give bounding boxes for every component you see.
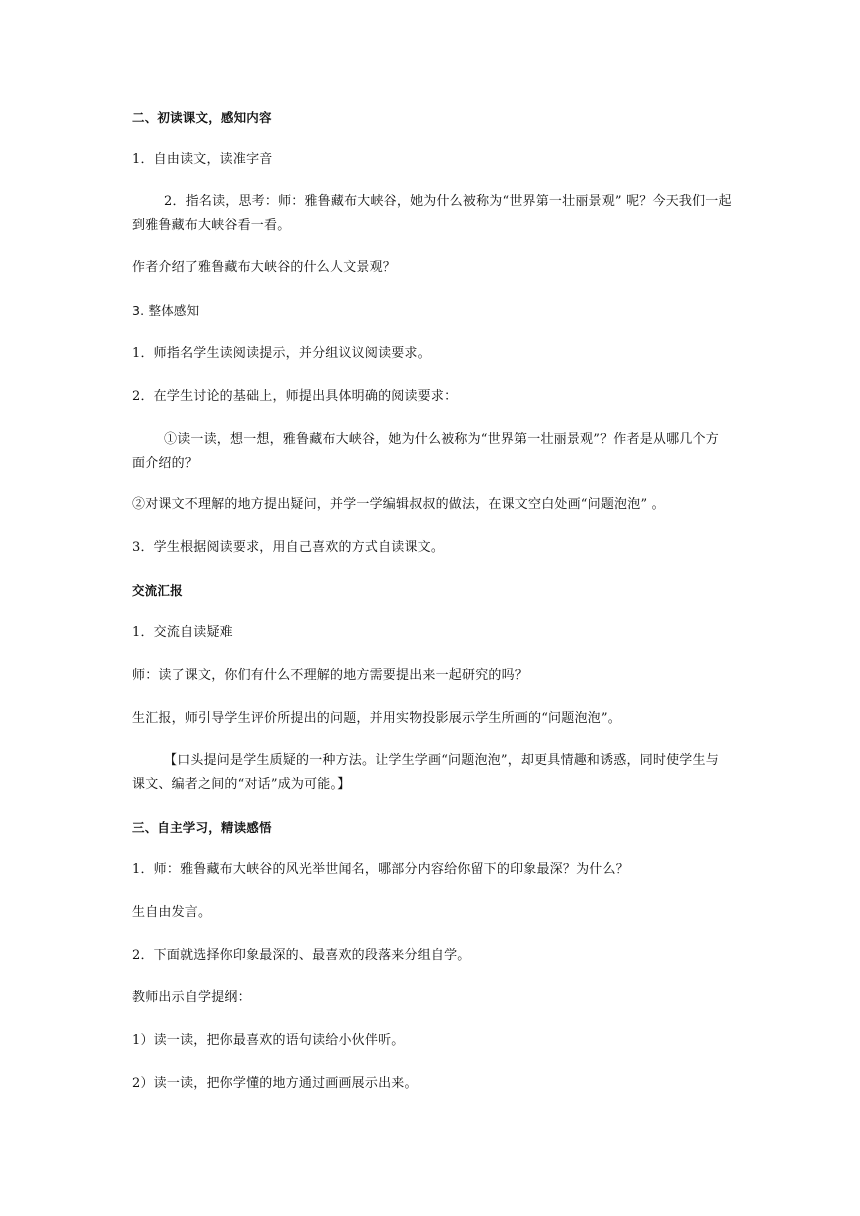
paragraph: ②对课文不理解的地方提出疑问，并学一学编辑叔叔的做法，在课文空白处画“问题泡泡” 。 xyxy=(132,497,665,512)
paragraph: 师：读了课文，你们有什么不理解的地方需要提出来一起研究的吗？ xyxy=(132,668,529,683)
paragraph: 1．自由读文，读准字音 xyxy=(132,152,273,167)
section-heading-report: 交流汇报 xyxy=(132,583,183,598)
paragraph: 2．下面就选择你印象最深的、最喜欢的段落来分组自学。 xyxy=(132,948,471,963)
paragraph: 1）读一读，把你最喜欢的语句读给小伙伴听。 xyxy=(132,1033,405,1048)
paragraph: 生自由发言。 xyxy=(132,905,212,920)
section-heading-2: 二、初读课文，感知内容 xyxy=(132,110,272,125)
paragraph: 作者介绍了雅鲁藏布大峡谷的什么人文景观？ xyxy=(132,260,397,275)
paragraph: 2．在学生讨论的基础上，师提出具体明确的阅读要求： xyxy=(132,389,458,404)
paragraph: 3．学生根据阅读要求，用自己喜欢的方式自读课文。 xyxy=(132,540,445,555)
paragraph: 3. 整体感知 xyxy=(132,303,200,318)
paragraph: 2．指名读，思考：师：雅鲁藏布大峡谷，她为什么被称为“世界第一壮丽景观” 呢？今天我们一起到雅鲁藏布大峡谷看一看。 xyxy=(132,194,732,233)
paragraph: 1．交流自读疑难 xyxy=(132,625,233,640)
paragraph: 生汇报，师引导学生评价所提出的问题，并用实物投影展示学生所画的“问题泡泡”。 xyxy=(132,711,621,726)
paragraph: 1．师：雅鲁藏布大峡谷的风光举世闻名，哪部分内容给你留下的印象最深？为什么？ xyxy=(132,862,629,877)
paragraph: ①读一读，想一想，雅鲁藏布大峡谷，她为什么被称为“世界第一壮丽景观”？作者是从哪几个方面介绍的？ xyxy=(132,432,719,471)
paragraph: 1．师指名学生读阅读提示，并分组议议阅读要求。 xyxy=(132,346,431,361)
paragraph: 【口头提问是学生质疑的一种方法。让学生学画“问题泡泡”，却更具情趣和诱惑，同时使学生与课文、编者之间的“对话”成为可能。】 xyxy=(132,753,719,792)
paragraph: 教师出示自学提纲： xyxy=(132,990,251,1005)
paragraph: 2）读一读，把你学懂的地方通过画画展示出来。 xyxy=(132,1076,418,1091)
section-heading-3: 三、自主学习，精读感悟 xyxy=(132,820,272,835)
